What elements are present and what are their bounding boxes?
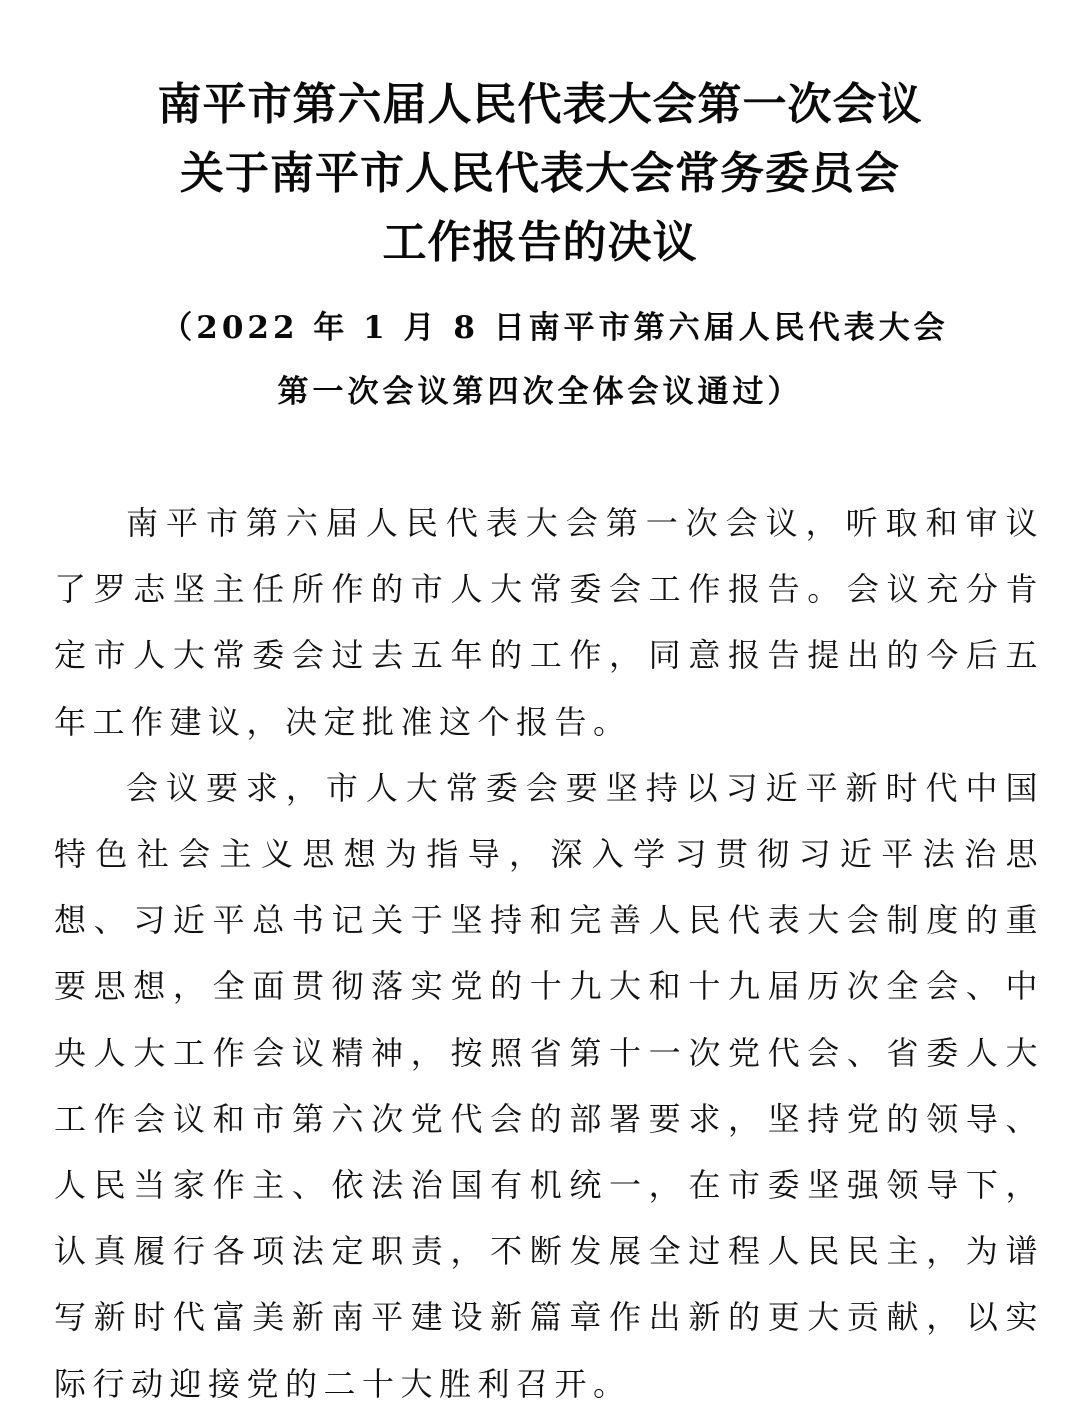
title-line-1: 南平市第六届人民代表大会第一次会议 <box>157 79 923 130</box>
paragraph-1: 南平市第六届人民代表大会第一次会议，听取和审议了罗志坚主任所作的市人大常委会工作报告。会议充分肯定市人大常委会过去五年的工作，同意报告提出的今后五年工作建议，决定批准这个报告。 <box>54 504 1044 741</box>
document-body <box>54 490 1044 1417</box>
document-subtitle <box>0 296 1080 424</box>
document-title <box>0 70 1080 277</box>
title-line-3: 工作报告的决议 <box>382 217 698 268</box>
title-line-2: 关于南平市人民代表大会常务委员会 <box>180 148 900 199</box>
subtitle-line-2: 第一次会议第四次全体会议通过） <box>277 374 803 410</box>
subtitle-line-1: （2022 年 1 月 8 日南平市第六届人民代表大会 <box>161 310 949 346</box>
paragraph-2: 会议要求，市人大常委会要坚持以习近平新时代中国特色社会主义思想为指导，深入学习贯彻习近平法治思想、习近平总书记关于坚持和完善人民代表大会制度的重要思想，全面贯彻落实党的十九大和十九届历次全会、中央人大工作会议精神，按照省第十一次党代会、省委人大工作会议和市第六次党代会的部署要求，坚持党的领导、人民当家作主、依法治国有机统一，在市委坚强领导下，认真履行各项法定职责，不断发展全过程人民民主，为谱写新时代富美新南平建设新篇章作出新的更大贡献，以实际行动迎接党的二十大胜利召开。 <box>54 768 1044 1403</box>
